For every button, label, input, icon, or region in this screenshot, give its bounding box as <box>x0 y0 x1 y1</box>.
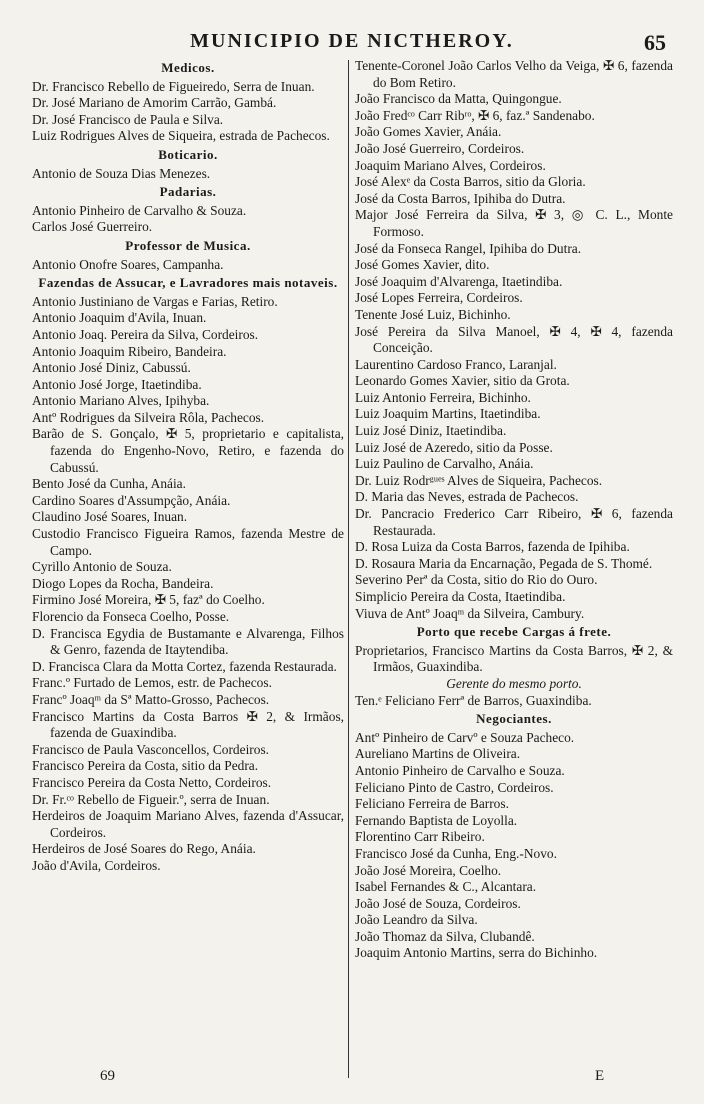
directory-entry: Florencio da Fonseca Coelho, Posse. <box>32 609 230 624</box>
directory-entry: Herdeiros de José Soares do Rego, Anáia. <box>32 841 256 857</box>
section-heading: Medicos. <box>161 60 215 75</box>
directory-entry: Isabel Fernandes & C., Alcantara. <box>355 879 537 895</box>
directory-entry: José Joaquim d'Alvarenga, Itaetindiba. <box>355 273 563 289</box>
section-heading: Boticario. <box>158 146 218 162</box>
directory-entry: Carlos José Guerreiro. <box>32 219 153 235</box>
directory-entry: Dr. José Mariano de Amorim Carrão, Gambá. <box>32 95 277 111</box>
directory-entry: Antonio José Jorge, Itaetindiba. <box>32 376 202 392</box>
directory-entry: Cyrillo Antonio de Souza. <box>32 559 172 575</box>
directory-entry: Dr. Francisco Rebello de Figueiredo, Serra de Inuan. <box>32 78 315 94</box>
directory-entry: Francisco Martins da Costa Barros ✠ 2, & Irmãos, fazenda de Guaxindiba. <box>32 708 344 741</box>
directory-entry: Cardino Soares d'Assumpção, Anáia. <box>32 492 231 508</box>
directory-entry: Antonio Joaquim d'Avila, Inuan. <box>32 310 207 326</box>
directory-entry: Francisco José da Cunha, Eng.-Novo. <box>355 845 557 861</box>
column-divider <box>348 60 349 1078</box>
directory-entry: José Lopes Ferreira, Cordeiros. <box>355 290 523 306</box>
directory-entry: Herdeiros de Joaquim Mariano Alves, fazenda d'Assucar, Cordeiros. <box>32 808 344 840</box>
section-heading: Padarias. <box>159 184 217 200</box>
directory-entry: João José Guerreiro, Cordeiros. <box>355 140 525 156</box>
directory-entry: Severino Perª da Costa, sitio do Rio do Ouro. <box>355 572 598 588</box>
directory-entry: Dr. José Francisco de Paula e Silva. <box>32 111 224 127</box>
directory-entry: José Gomes Xavier, dito. <box>355 257 490 273</box>
directory-entry: Francisco Pereira da Costa, sitio da Pedra. <box>32 758 259 774</box>
directory-entry: Laurentino Cardoso Franco, Laranjal. <box>355 356 557 372</box>
directory-entry: Antonio José Diniz, Cabussú. <box>32 360 191 376</box>
directory-entry: Viuva de Antº Joaqᵐ da Silveira, Cambury. <box>355 605 585 621</box>
directory-entry: João José de Souza, Cordeiros. <box>355 895 521 911</box>
directory-entry: Fernando Baptista de Loyolla. <box>355 812 518 828</box>
directory-entry: Florentino Carr Ribeiro. <box>355 829 485 845</box>
directory-entry: Dr. Fr.ᶜᵒ Rebello de Figueir.º, serra de Inuan. <box>32 791 270 807</box>
directory-entry: D. Francisca Clara da Motta Cortez, fazenda Restaurada. <box>32 658 337 674</box>
directory-entry: Feliciano Pinto de Castro, Cordeiros. <box>355 779 554 795</box>
directory-entry: Luiz José Diniz, Itaetindiba. <box>355 423 507 439</box>
directory-entry: Luiz Joaquim Martins, Itaetindiba. <box>355 406 541 422</box>
directory-entry: João Francisco da Matta, Quingongue. <box>355 91 562 107</box>
page-number: 65 <box>644 30 666 55</box>
directory-entry: Leonardo Gomes Xavier, sitio da Grota. <box>355 373 570 389</box>
directory-entry: Antonio Pinheiro de Carvalho e Souza. <box>355 762 565 778</box>
directory-entry: Barão de S. Gonçalo, ✠ 5, proprietario e capitalista, fazenda do Engenho-Novo, Retiro, e fazenda do Cabussú. <box>32 426 344 475</box>
directory-entry: Antº Rodrigues da Silveira Rôla, Pachecos. <box>32 409 265 425</box>
directory-entry: Firmino José Moreira, ✠ 5, fazª do Coelho. <box>32 592 265 608</box>
page-title: MUNICIPIO DE NICTHEROY. <box>190 30 514 52</box>
directory-entry: Antonio Joaquim Ribeiro, Bandeira. <box>32 343 227 359</box>
directory-entry: Dr. Pancracio Frederico Carr Ribeiro, ✠ 6, fazenda Restaurada. <box>355 506 673 538</box>
section-heading: Porto que recebe Cargas á frete. <box>416 624 612 640</box>
directory-entry: Antº Pinheiro de Carvº e Souza Pacheco. <box>355 729 575 745</box>
directory-entry: Francisco Pereira da Costa Netto, Cordeiros. <box>32 774 272 790</box>
directory-entry: D. Francisca Egydia de Bustamante e Alvarenga, Filhos & Genro, fazenda de Itaytendiba. <box>32 625 344 658</box>
directory-entry: Claudino José Soares, Inuan. <box>32 509 188 525</box>
directory-entry: Major José Ferreira da Silva, ✠ 3, ◎ C. L., Monte Formoso. <box>355 207 673 239</box>
directory-entry: Francº Joaqᵐ da Sª Matto-Grosso, Pachecos. <box>32 691 270 707</box>
left-column <box>32 58 344 875</box>
directory-entry: Joaquim Mariano Alves, Cordeiros. <box>355 157 546 173</box>
page-header <box>0 30 704 56</box>
directory-entry: Ten.ᵉ Feliciano Ferrª de Barros, Guaxindiba. <box>355 692 592 708</box>
directory-entry: Proprietarios, Francisco Martins da Costa Barros, ✠ 2, & Irmãos, Guaxindiba. <box>355 642 673 675</box>
directory-entry: Dr. Luiz Rodrᵍᵘᵉˢ Alves de Siqueira, Pachecos. <box>355 472 603 488</box>
directory-entry: João d'Avila, Cordeiros. <box>32 857 161 873</box>
directory-entry: Simplicio Pereira da Costa, Itaetindiba. <box>355 589 566 604</box>
directory-entry: Joaquim Antonio Martins, serra do Bichinho. <box>355 945 598 961</box>
directory-entry: Luiz Paulino de Carvalho, Anáia. <box>355 456 534 472</box>
directory-entry: José Alexᵉ da Costa Barros, sitio da Gloria. <box>355 174 586 190</box>
directory-entry: D. Rosa Luiza da Costa Barros, fazenda de Ipihiba. <box>355 539 630 555</box>
directory-entry: João Thomaz da Silva, Clubandê. <box>355 928 535 944</box>
directory-entry: Bento José da Cunha, Anáia. <box>32 476 186 492</box>
section-heading: Fazendas de Assucar, e Lavradores mais notaveis. <box>38 275 338 291</box>
footer-letter: E <box>595 1068 605 1084</box>
directory-entry: Tenente José Luiz, Bichinho. <box>355 306 511 322</box>
directory-entry: João José Moreira, Coelho. <box>355 862 502 878</box>
directory-entry: Antonio Justiniano de Vargas e Farias, Retiro. <box>32 293 278 309</box>
directory-entry: Aureliano Martins de Oliveira. <box>355 746 521 762</box>
directory-entry: José Pereira da Silva Manoel, ✠ 4, ✠ 4, fazenda Conceição. <box>355 323 673 356</box>
directory-entry: D. Maria das Neves, estrada de Pachecos. <box>355 489 579 505</box>
directory-entry: Custodio Francisco Figueira Ramos, fazenda Mestre de Campo. <box>32 526 344 558</box>
directory-entry: Feliciano Ferreira de Barros. <box>355 796 509 812</box>
directory-entry: Antonio de Souza Dias Menezes. <box>32 165 211 181</box>
directory-entry: João Fredᶜᵒ Carr Ribʳᵒ, ✠ 6, faz.ª Sandenabo. <box>355 107 595 123</box>
directory-entry: José da Costa Barros, Ipihiba do Dutra. <box>355 190 566 206</box>
directory-entry: Franc.º Furtado de Lemos, estr. de Pachecos. <box>32 675 272 691</box>
section-heading: Negociantes. <box>476 711 552 727</box>
directory-entry: João Gomes Xavier, Anáia. <box>355 124 502 140</box>
directory-entry: Antonio Mariano Alves, Ipihyba. <box>32 393 210 409</box>
directory-entry: Antonio Pinheiro de Carvalho & Souza. <box>32 202 247 218</box>
directory-entry: Luiz Rodrigues Alves de Siqueira, estrada de Pachecos. <box>32 128 330 144</box>
signature-mark: 69 <box>100 1068 115 1084</box>
section-heading: Professor de Musica. <box>125 237 251 253</box>
directory-entry: Antonio Onofre Soares, Campanha. <box>32 256 224 272</box>
directory-entry: Diogo Lopes da Rocha, Bandeira. <box>32 575 214 591</box>
directory-entry: João Leandro da Silva. <box>355 912 478 928</box>
directory-entry: Luiz José de Azeredo, sitio da Posse. <box>355 439 553 455</box>
directory-entry: D. Rosaura Maria da Encarnação, Pegada de S. Thomé. <box>355 555 653 571</box>
directory-entry: José da Fonseca Rangel, Ipihiba do Dutra. <box>355 240 582 256</box>
directory-entry: Francisco de Paula Vasconcellos, Cordeiros. <box>32 741 270 757</box>
directory-entry: Antonio Joaq. Pereira da Silva, Cordeiros. <box>32 326 259 342</box>
right-column <box>355 58 673 962</box>
directory-entry: Luiz Antonio Ferreira, Bichinho. <box>355 389 531 405</box>
directory-entry: Tenente-Coronel João Carlos Velho da Veiga, ✠ 6, fazenda do Bom Retiro. <box>355 58 673 90</box>
section-subheading: Gerente do mesmo porto. <box>446 675 582 691</box>
